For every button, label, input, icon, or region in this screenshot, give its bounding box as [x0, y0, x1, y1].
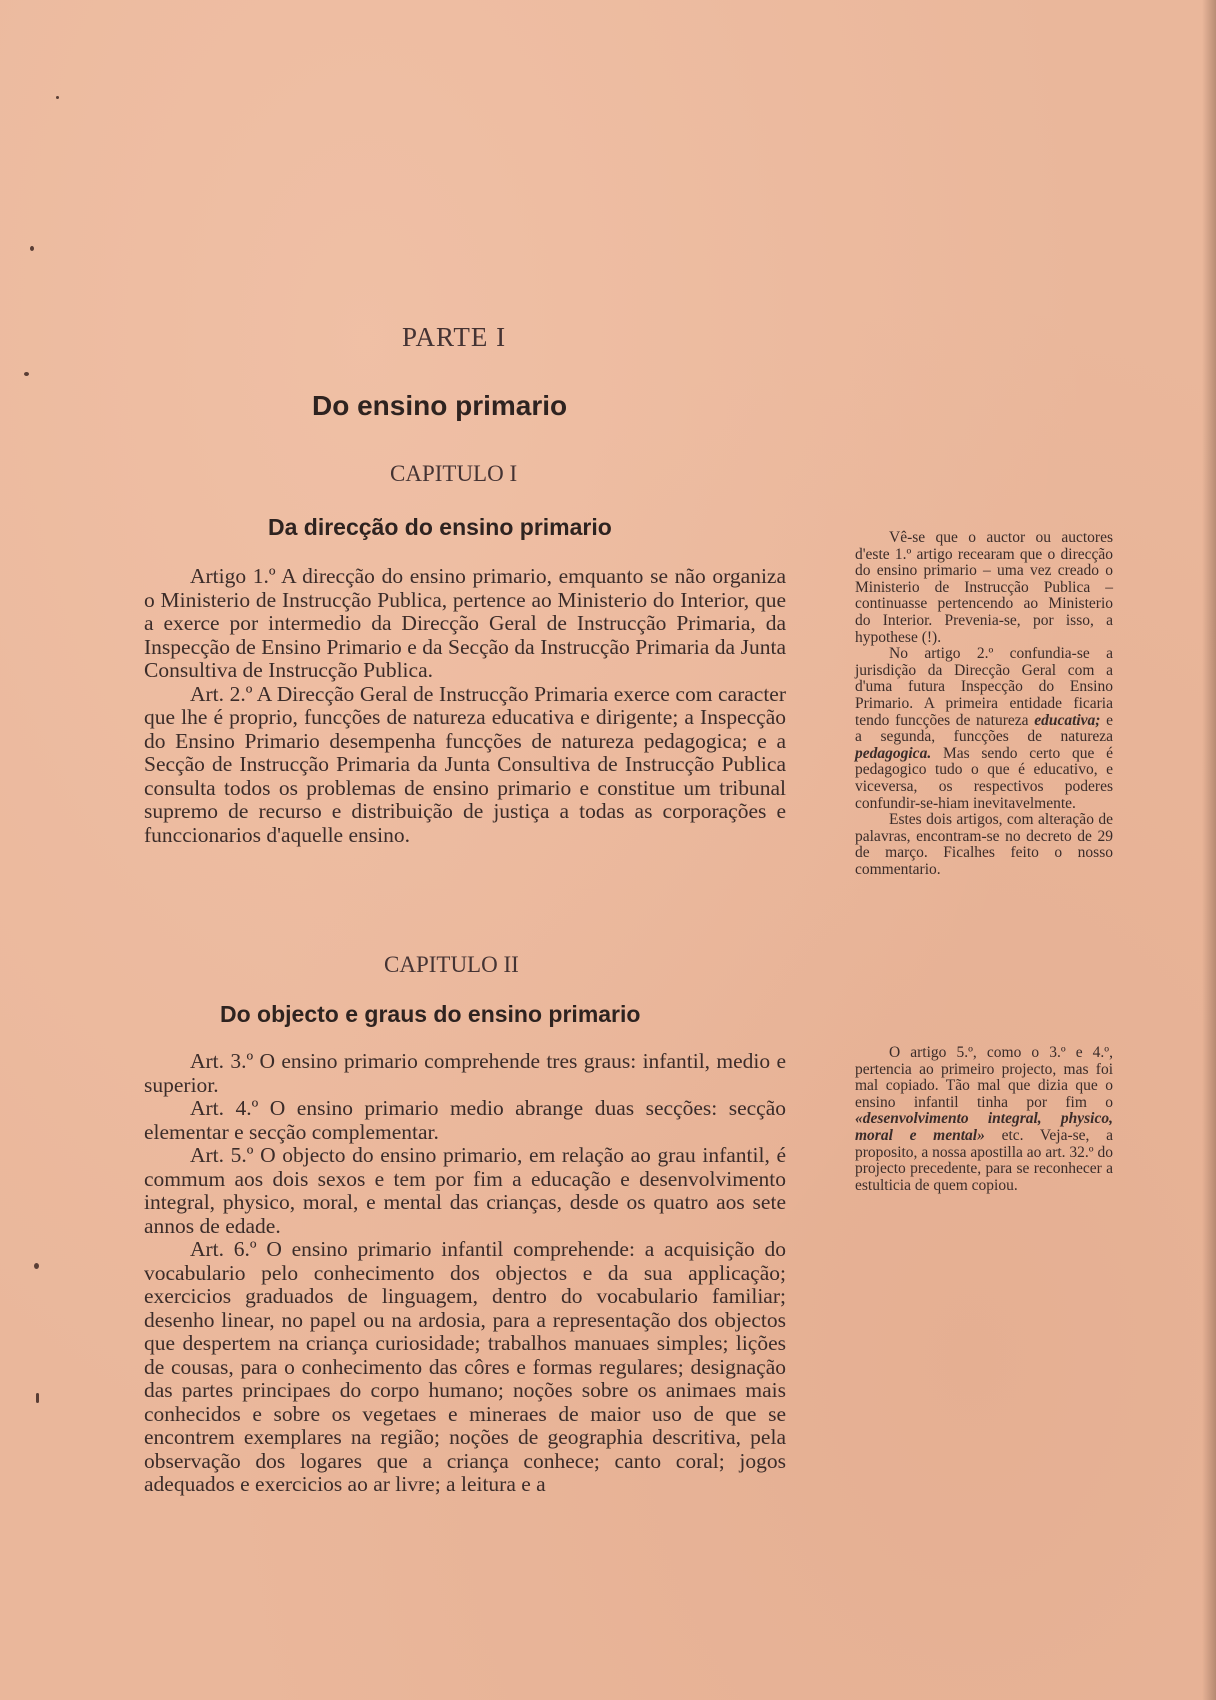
side-note-1-paragraph-3: Estes dois artigos, com alteração de palavras, encontram-se no decreto de 29 de março. Ficalhes feito o nosso commentario. [855, 811, 1113, 878]
chapter2-title: Do objecto e graus do ensino primario [220, 1001, 641, 1027]
page-edge-shadow [1202, 0, 1216, 1700]
paper-speck [36, 1393, 39, 1403]
note-text: O artigo 5.º, como o 3.º e 4.º, pertencia ao primeiro projecto, mas foi mal copiado. Tão mal que dizia que o ensino infantil tinha por fim o [855, 1044, 1113, 1111]
side-note-2-paragraph [855, 1045, 1113, 1194]
note-text: etc. Veja-se, a proposito, a nossa apostilla ao art. 32.º do projecto precedente, para se reconhecer a estulticia de quem copiou. [855, 1126, 1113, 1194]
paper-speck [56, 96, 59, 99]
article-5: Art. 5.º O objecto do ensino primario, em relação ao grau infantil, é commum aos dois sexos e tem por fim a educação e desenvolvimento integral, physico, moral, e mental das crianças, desde os quatro aos sete annos de edade. [144, 1143, 786, 1238]
page-title: Do ensino primario [312, 390, 568, 421]
paper-speck [30, 246, 34, 251]
article-2: Art. 2.º A Direcção Geral de Instrucção Primaria exerce com caracter que lhe é proprio, funcções de natureza educativa e dirigente; a Inspecção do Ensino Primario desempenha funcções de natureza pedagogica; e a Secção de Instrucção Primaria da Junta Consultiva de Instrucção Publica consulta todos os problemas de ensino primario e constitue um tribunal supremo de recurso e distribuição de justiça a todas as corporações e funccionarios d'aquelle ensino. [144, 681, 786, 847]
note-emphasis: pedagogica. [855, 744, 932, 762]
side-note-1-paragraph-1: Vê-se que o auctor ou auctores d'este 1.º artigo recearam que o direcção do ensino primario – uma vez creado o Ministerio de Instrucção Publica – continuasse pertencendo ao Ministerio do Interior. Prevenia-se, por isso, a hypothese (!). [855, 529, 1113, 646]
article-3: Art. 3.º O ensino primario comprehende tres graus: infantil, medio e superior. [144, 1049, 786, 1097]
part-heading: PARTE I [402, 322, 507, 352]
side-note-1-paragraph-2 [855, 646, 1113, 812]
chapter1-title: Da direcção do ensino primario [268, 514, 612, 540]
note-text: e a segunda, funcções de natureza [855, 711, 1113, 746]
article-1: Artigo 1.º A direcção do ensino primario, emquanto se não organiza o Ministerio de Instrucção Publica, pertence ao Ministerio do Interior, que a exerce por intermedio da Direcção Geral de Instrucção Primaria, da Inspecção de Ensino Primario e da Secção da Instrucção Primaria da Junta Consultiva de Instrucção Publica. [144, 564, 786, 682]
chapter1-label: CAPITULO I [390, 461, 518, 486]
note-text: No artigo 2.º confundia-se a jurisdição da Direcção Geral com a d'uma futura Inspecção do Ensino Primario. A primeira entidade ficaria tendo funcções de natureza [855, 645, 1113, 729]
chapter2-body [144, 1050, 786, 1497]
chapter1-body [144, 565, 786, 847]
note-emphasis: «desenvolvimento integral, physico, moral e mental» [855, 1110, 1113, 1144]
note-emphasis: educativa; [1034, 711, 1101, 729]
note-text: Mas sendo certo que é pedagogico tudo o que é educativo, e viceversa, os respectivos poderes confundir-se-hiam inevitavelmente. [855, 744, 1113, 812]
paper-speck [24, 372, 29, 376]
chapter2-label: CAPITULO II [384, 952, 519, 977]
paper-speck [34, 1263, 39, 1269]
side-note-1 [855, 530, 1113, 878]
article-4: Art. 4.º O ensino primario medio abrange duas secções: secção elementar e secção complementar. [144, 1096, 786, 1144]
article-6: Art. 6.º O ensino primario infantil comprehende: a acquisição do vocabulario pelo conhecimento dos objectos e da sua applicação; exercicios graduados de linguagem, dentro do vocabulario familiar; desenho linear, no papel ou na ardosia, para a representação dos objectos que despertem na criança curiosidade; trabalhos manuaes simples; lições de cousas, para o conhecimento das côres e formas regulares; designação das partes principaes do corpo humano; noções sobre os animaes mais conhecidos e sobre os vegetaes e mineraes de maior uso de que se encontrem exemplares na região; noções de geographia descritiva, pela observação dos logares que a criança conhece; canto coral; jogos adequados e exercicios ao ar livre; a leitura e a [144, 1237, 786, 1496]
side-note-2 [855, 1045, 1113, 1194]
